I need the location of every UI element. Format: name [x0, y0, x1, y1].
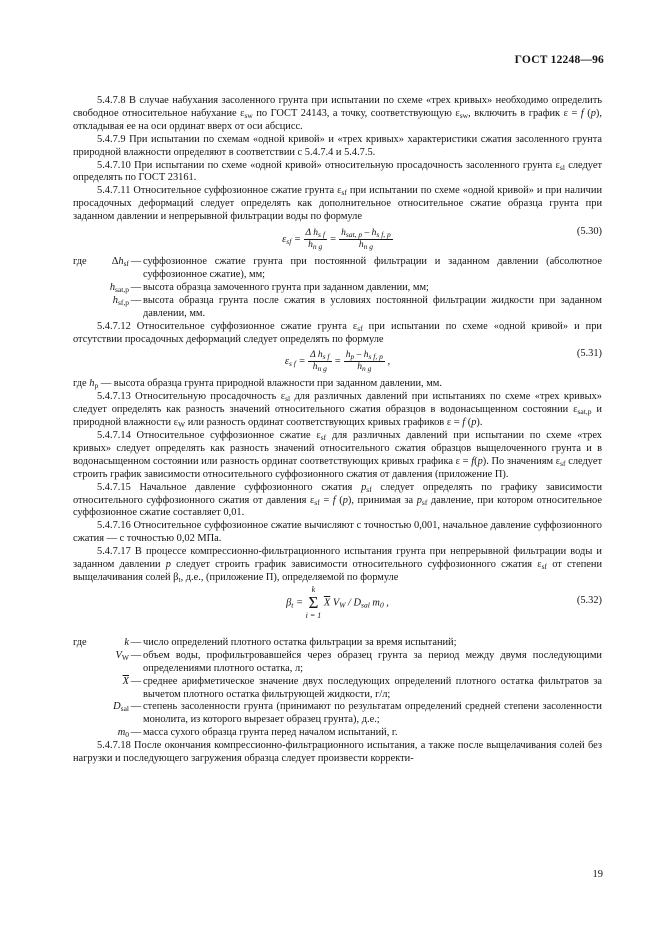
document-body: [73, 95, 602, 766]
page-number: 19: [592, 869, 603, 880]
formula-5-31: [73, 346, 602, 378]
def-hsatp: $h_{sat,p}$ — высота образца замоченного грунта при заданном давлении, мм;: [109, 281, 429, 294]
para-5479: 5.4.7.9 При испытании по схемам «одной кривой» и «трех кривых» характеристики сжатия засоленного грунта природной влажности определяют в соответствии с 5.4.7.4 и 5.4.7.5.: [73, 133, 602, 158]
para-5478: 5.4.7.8 В случае набухания засоленного грунта при испытании по схеме «трех кривых» необходимо определить свободное относительное набухание $\varepsilon_{sw}$ по ГОСТ 24143, а точку, соответствующую $\varepsilon_{sw}$, включить в график ε = f (p), откладывая ее на оси ординат вверх от оси абсцисс.: [73, 95, 602, 132]
para-54715: 5.4.7.15 Начальное давление суффозионного сжатия $p_{sf}$ следует определять по графику зависимости относительного суффозионного сжатия от давления $\varepsilon_{sf} = f$ (p), принимая за $p_{sf}$ давление, при котором относительное суффозионное сжатие составляет 0,01.: [73, 481, 603, 519]
para-54713: 5.4.7.13 Относительную просадочность $\varepsilon_{sl}$ для различных давлений при испытаниях по схеме «трех кривых» следует определять как разность значений относительного сжатия образцов в водонасыщенном состоянии $\varepsilon_{sat,p}$ и природной влажности $\varepsilon_W$ или разность ординат соответствующих кривых графиков ε = f (p).: [73, 391, 602, 430]
para-54714: 5.4.7.14 Относительное суффозионное сжатие $\varepsilon_{sf}$ для различных давлений при испытании по схеме «трех кривых» следует определять как разность значений относительного сжатия образцов выщелоченного грунта и в водонасыщенном состоянии или разность ординат соответствующих кривых графика ε = f(p). По значениям $\varepsilon_{sf}$ следует строить график зависимости относительного суффозионного сжатия от давления (приложение П).: [73, 430, 602, 480]
def-vw: $V_W$ — объем воды, профильтровавшейся через образец грунта за период между двумя последующими определениями плотного остатка, л;: [115, 649, 602, 674]
def-k: где k — число определений плотного остатка фильтрации за время испытаний;: [73, 636, 457, 648]
def-hsfp: $h_{sf,p}$ — высота образца грунта после сжатия в условиях постоянной фильтрации жидкости при заданном давлении, мм.: [112, 294, 602, 319]
formula-5-32-number: (5.32): [576, 594, 602, 606]
para-54712: 5.4.7.12 Относительное суффозионное сжатие грунта $\varepsilon_{sf}$ при испытании по схеме «одной кривой» и при отсутствии просадочных деформаций следует определять по формуле: [73, 320, 602, 345]
def-hp: где $h_p$ — высота образца грунта природной влажности при заданном давлении, мм.: [73, 378, 442, 391]
defs-5-30: [73, 256, 602, 321]
para-54711: 5.4.7.11 Относительное суффозионное сжатие грунта $\varepsilon_{sf}$ при испытании по схеме «одной кривой» и при наличии просадочных деформаций следует определять как дополнительное относительное сжатие образца грунта при заданном давлении и непрерывной фильтрации воды по формуле: [73, 185, 603, 223]
def-dsal: $D_{sal}$ — степень засоленности грунта (принимают по результатам определений средней степени засоленности монолита, из которого вырезает образец грунта), д.е.;: [113, 701, 602, 726]
formula-5-31-expr: $\varepsilon_{s f}$ = $\frac{\Delta h_{s f}}{h_{n g}}$ = $\frac{h_p - h_{s f, p}}{h_{n g}}$ ,: [284, 350, 391, 374]
document-header: ГОСТ 12248—96: [514, 54, 604, 66]
def-m0: $m_0$ — масса сухого образца грунта перед началом испытаний, г.: [117, 727, 398, 740]
para-54710: 5.4.7.10 При испытании по схеме «одной кривой» относительную просадочность засоленного грунта $\varepsilon_{sl}$ следует определять по ГОСТ 23161.: [73, 159, 603, 184]
formula-5-32-expr: $\beta_t$ = k Σ i = 1 $\overline{X}$ $V_W / D_{sal}$ $m_0$ ,: [286, 584, 389, 620]
formula-5-31-number: (5.31): [576, 348, 602, 360]
para-54716: 5.4.7.16 Относительное суффозионное сжатие вычисляют с точностью 0,001, начальное давление суффозионного сжатия — с точностью 0,02 МПа.: [73, 520, 602, 545]
formula-5-30-number: (5.30): [576, 226, 602, 238]
defs-5-32: [73, 637, 602, 740]
def-delta-hsf: где $\Delta h_{sf}$ — суффозионное сжатие грунта при постоянной фильтрации и заданном давлении (абсолютное суффозионное сжатие), мм;: [73, 256, 602, 280]
formula-5-32: [73, 585, 602, 637]
formula-5-30: [73, 224, 602, 256]
para-54717: 5.4.7.17 В процессе компрессионно-фильтрационного испытания грунта при непрерывной фильтрации воды и заданном давлении p следует строить график зависимости относительного суффозионного сжатия $\varepsilon_{sf}$ от степени выщелачивания солей $\beta_t$, д.е., (приложение П), определяемой по формуле: [73, 546, 603, 584]
para-54718: 5.4.7.18 После окончания компрессионно-фильтрационного испытания, а также после выщелачивания солей без нагрузки и последующего загружения образца следует произвести корректи-: [73, 740, 602, 765]
def-xbar: $\overline{X}$ — среднее арифметическое значение двух последующих определений плотного остатка фильтратов за вычетом плотного остатка фильтрующей жидкости, г/л;: [122, 675, 602, 700]
formula-5-30-expr: $\varepsilon_{sf}$ = $\frac{\Delta h_{s f}}{h_{n g}}$ = $\frac{h_{sat, p} - h_{s f, p}}{h_{n g}}$: [282, 228, 391, 252]
